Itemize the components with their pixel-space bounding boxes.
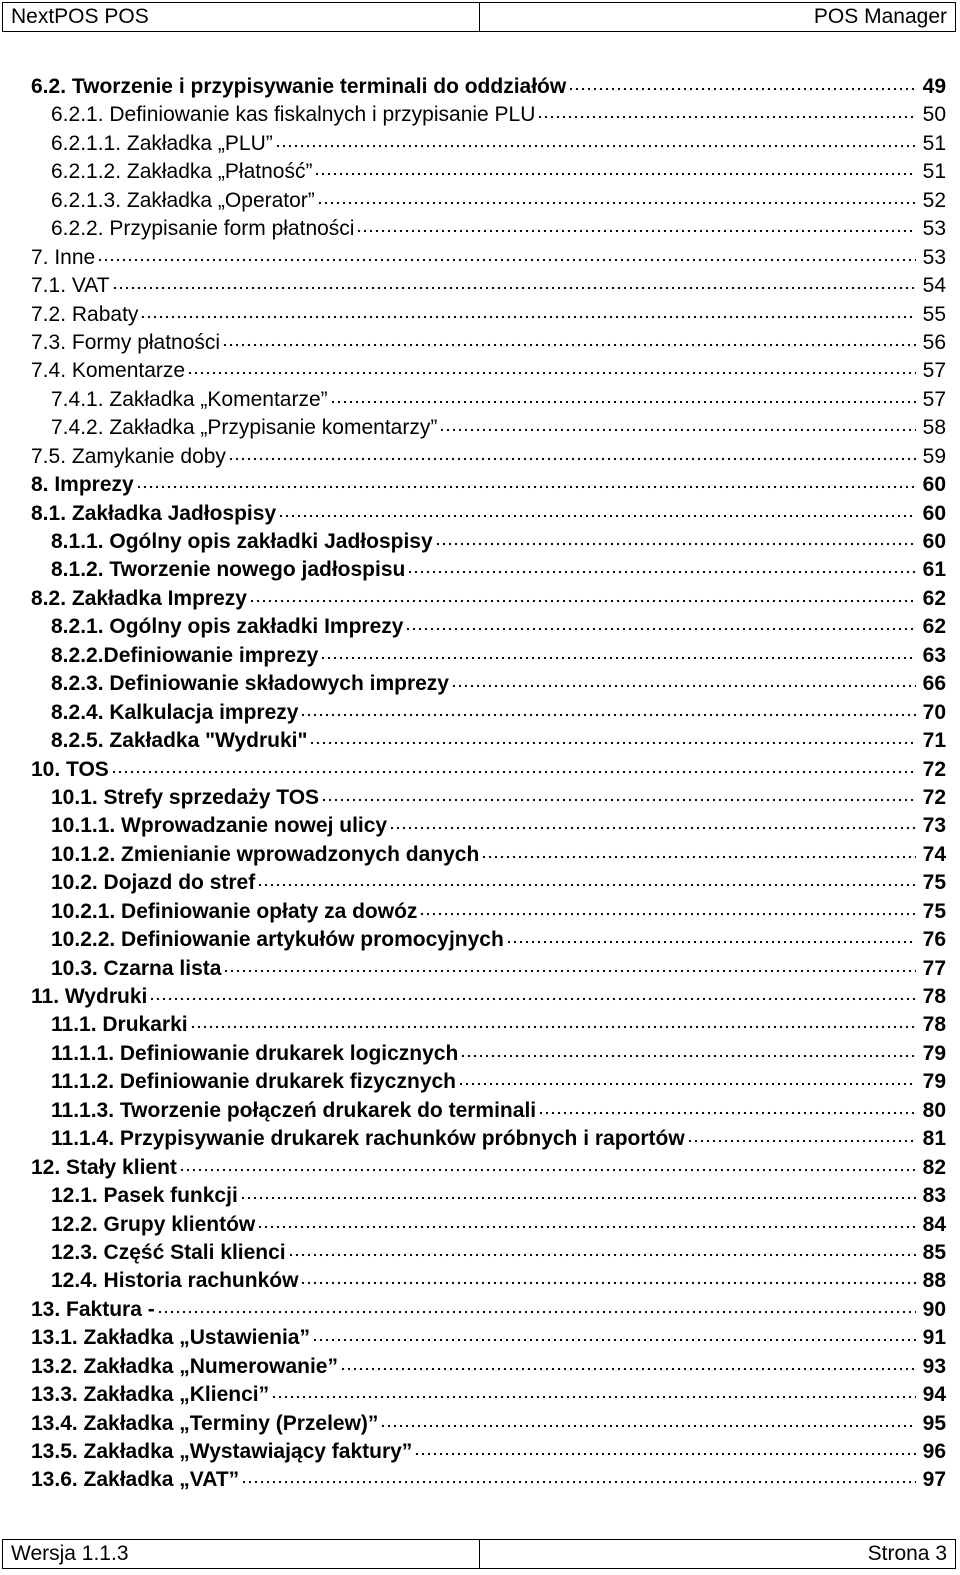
toc-dot-leader [149,983,916,1003]
toc-entry-page: 79 [922,1070,946,1094]
toc-entry[interactable] [31,1154,946,1182]
toc-entry[interactable] [31,1296,946,1324]
toc-entry-title: 12. Stały klient [31,1155,177,1179]
toc-entry-title: 12.4. Historia rachunków [51,1269,299,1293]
toc-entry-title: 13.3. Zakładka „Klienci” [31,1383,270,1407]
footer-page-number: Strona 3 [867,1542,947,1565]
toc-entry-title: 11.1.4. Przypisywanie drukarek rachunków próbnych i raportów [51,1127,685,1151]
toc-entry-title: 10.1. Strefy sprzedaży TOS [51,785,320,809]
toc-entry-title: 8.2.3. Definiowanie składowych imprezy [51,672,449,696]
toc-dot-leader [300,1267,916,1287]
header-product-name: NextPOS POS [3,3,480,31]
toc-dot-leader [278,500,916,520]
toc-entry-title: 13.5. Zakładka „Wystawiający faktury” [31,1440,413,1463]
toc-dot-leader [136,471,916,491]
toc-dot-leader [223,955,916,975]
toc-dot-leader [320,642,916,662]
toc-entry-page: 95 [922,1411,946,1435]
toc-entry-title: 10.2.2. Definiowanie artykułów promocyjnych [51,928,504,952]
toc-entry[interactable] [31,1211,946,1239]
toc-entry-title: 10.3. Czarna lista [51,956,222,980]
toc-dot-leader [157,1296,916,1316]
toc-entry-title: 7.4. Komentarze [31,359,186,383]
toc-entry-page: 78 [922,1013,946,1037]
toc-entry[interactable] [31,869,946,897]
toc-entry-page: 63 [922,643,946,667]
toc-entry-page: 83 [922,1184,946,1208]
toc-dot-leader [439,414,916,434]
toc-entry-title: 13.2. Zakładka „Numerowanie” [31,1354,338,1378]
footer-version: Wersja 1.1.3 [3,1540,480,1568]
toc-dot-leader [340,1353,916,1373]
toc-entry-page: 66 [922,672,946,696]
toc-dot-leader [460,1040,916,1060]
toc-dot-leader [222,329,916,349]
toc-entry-title: 8.1. Zakładka Jadłospisy [31,501,277,525]
toc-entry-title: 11.1.3. Tworzenie połączeń drukarek do terminali [51,1098,537,1122]
toc-entry[interactable] [31,73,946,101]
toc-entry[interactable] [31,1040,946,1068]
toc-entry-page: 96 [922,1440,946,1463]
toc-entry-page: 51 [922,160,946,184]
toc-entry-title: 8. Imprezy [31,473,134,497]
toc-entry-title: 6.2.1.2. Zakładka „Płatność” [51,160,313,184]
toc-entry-page: 50 [922,103,946,127]
toc-entry-page: 56 [922,330,946,354]
toc-entry-title: 7.4.2. Zakładka „Przypisanie komentarzy” [51,416,438,440]
toc-dot-leader [389,812,916,832]
toc-entry[interactable] [31,1353,946,1381]
toc-entry[interactable] [31,1410,946,1438]
toc-entry[interactable] [31,1068,946,1096]
toc-entry-page: 60 [922,530,946,553]
toc-dot-leader [257,869,916,889]
header-module-name: POS Manager [813,5,947,28]
toc-entry-page: 59 [922,444,946,468]
toc-entry-title: 10.1.1. Wprowadzanie nowej ulicy [51,814,388,838]
toc-entry-title: 6.2.2. Przypisanie form płatności [51,217,355,241]
toc-entry-title: 13.1. Zakładka „Ustawienia” [31,1326,310,1350]
toc-dot-leader [190,1011,916,1031]
toc-entry[interactable] [31,926,946,954]
toc-entry-title: 11.1. Drukarki [51,1013,188,1037]
toc-entry-page: 60 [922,473,946,497]
toc-entry[interactable] [31,187,946,215]
toc-entry-title: 7.3. Formy płatności [31,330,221,354]
toc-dot-leader [112,272,916,292]
toc-dot-leader [228,443,916,463]
toc-entry-page: 49 [922,75,946,98]
toc-entry[interactable] [31,756,946,784]
toc-entry[interactable] [31,244,946,272]
toc-dot-leader [309,727,916,747]
toc-dot-leader [568,73,916,93]
toc-entry-title: 10.2. Dojazd do stref [51,871,256,895]
toc-entry[interactable] [31,329,946,357]
toc-entry[interactable] [31,443,946,471]
toc-entry-title: 8.2.4. Kalkulacja imprezy [51,700,299,724]
toc-entry[interactable] [31,272,946,300]
toc-entry-page: 53 [922,217,946,241]
toc-entry[interactable] [31,130,946,158]
toc-entry-title: 11. Wydruki [31,985,148,1008]
toc-entry[interactable] [31,101,946,129]
toc-dot-leader [458,1068,916,1088]
toc-entry-title: 8.1.1. Ogólny opis zakładki Jadłospisy [51,530,433,553]
toc-entry[interactable] [31,1182,946,1210]
toc-entry-page: 72 [922,757,946,781]
toc-dot-leader [419,898,916,918]
toc-entry[interactable] [31,414,946,442]
toc-entry-page: 85 [922,1240,946,1264]
toc-dot-leader [187,357,916,377]
toc-entry[interactable] [31,812,946,840]
toc-dot-leader [451,670,916,690]
toc-entry-page: 74 [922,842,946,866]
toc-entry-page: 81 [922,1127,946,1151]
toc-entry-page: 62 [922,615,946,639]
toc-dot-leader [405,613,916,633]
table-of-contents [31,73,946,1495]
toc-entry[interactable] [31,585,946,613]
toc-entry-title: 6.2.1.3. Zakładka „Operator” [51,188,315,212]
toc-entry-page: 58 [922,416,946,440]
toc-entry-page: 57 [922,359,946,383]
page-footer [2,1539,956,1569]
toc-entry-page: 51 [922,131,946,155]
toc-entry[interactable] [31,1438,946,1466]
toc-dot-leader [97,244,916,264]
toc-entry-title: 7.4.1. Zakładka „Komentarze” [51,387,328,411]
toc-entry-page: 82 [922,1155,946,1179]
toc-entry-page: 72 [922,785,946,809]
toc-entry-title: 13.4. Zakładka „Terminy (Przelew)” [31,1411,379,1435]
toc-entry-page: 77 [922,956,946,980]
toc-entry-title: 7.5. Zamykanie doby [31,444,226,468]
toc-entry-title: 11.1.2. Definiowanie drukarek fizycznych [51,1070,456,1094]
toc-entry-title: 7.2. Rabaty [31,302,139,326]
toc-entry[interactable] [31,386,946,414]
toc-entry-title: 10.1.2. Zmienianie wprowadzonych danych [51,842,480,866]
toc-dot-leader [414,1438,916,1458]
toc-entry[interactable] [31,1324,946,1352]
toc-entry-page: 80 [922,1098,946,1122]
toc-entry[interactable] [31,500,946,528]
toc-entry-title: 8.2. Zakładka Imprezy [31,586,247,610]
toc-entry-title: 10.2.1. Definiowanie opłaty za dowóz [51,899,418,923]
toc-entry-title: 13.6. Zakładka „VAT” [31,1468,240,1492]
toc-entry-page: 61 [922,558,946,582]
toc-entry[interactable] [31,784,946,812]
toc-entry-page: 71 [922,729,946,753]
toc-entry-page: 75 [922,899,946,923]
toc-dot-leader [179,1154,916,1174]
toc-dot-leader [241,1466,916,1486]
toc-dot-leader [321,784,916,804]
toc-entry[interactable] [31,528,946,556]
toc-dot-leader [312,1324,916,1344]
toc-entry-page: 93 [922,1354,946,1378]
toc-entry[interactable] [31,983,946,1011]
toc-entry-title: 11.1.1. Definiowanie drukarek logicznych [51,1041,459,1065]
toc-entry[interactable] [31,727,946,755]
page-header [2,2,956,32]
toc-entry[interactable] [31,841,946,869]
toc-entry-page: 97 [922,1468,946,1492]
toc-dot-leader [240,1182,916,1202]
toc-entry-title: 8.2.5. Zakładka "Wydruki" [51,729,308,753]
toc-entry[interactable] [31,1097,946,1125]
toc-entry-title: 12.1. Pasek funkcji [51,1184,238,1208]
toc-entry-title: 8.2.2.Definiowanie imprezy [51,643,319,667]
toc-entry-page: 57 [922,387,946,411]
toc-dot-leader [481,841,916,861]
toc-entry-title: 6.2. Tworzenie i przypisywanie terminali do oddziałów [31,75,567,98]
toc-dot-leader [140,301,916,321]
toc-dot-leader [380,1410,916,1430]
toc-entry[interactable] [31,955,946,983]
toc-entry-page: 73 [922,814,946,838]
toc-entry-title: 7. Inne [31,245,96,269]
toc-entry[interactable] [31,898,946,926]
toc-dot-leader [271,1381,916,1401]
toc-dot-leader [300,699,916,719]
toc-entry[interactable] [31,1267,946,1295]
toc-entry-page: 78 [922,985,946,1008]
toc-entry-page: 54 [922,274,946,298]
toc-entry-title: 13. Faktura - [31,1297,155,1321]
toc-entry[interactable] [31,1125,946,1153]
toc-entry-page: 76 [922,928,946,952]
toc-dot-leader [407,556,916,576]
toc-entry-page: 62 [922,586,946,610]
toc-entry-page: 52 [922,188,946,212]
toc-entry-page: 90 [922,1297,946,1321]
toc-dot-leader [537,101,916,121]
toc-entry-title: 12.3. Część Stali klienci [51,1240,286,1264]
toc-entry-page: 88 [922,1269,946,1293]
toc-dot-leader [506,926,916,946]
toc-entry[interactable] [31,642,946,670]
toc-entry[interactable] [31,301,946,329]
toc-dot-leader [317,187,916,207]
toc-entry-title: 8.2.1. Ogólny opis zakładki Imprezy [51,615,404,639]
toc-entry-title: 12.2. Grupy klientów [51,1212,256,1236]
toc-dot-leader [275,130,916,150]
toc-entry[interactable] [31,670,946,698]
toc-entry-page: 70 [922,700,946,724]
toc-entry[interactable] [31,357,946,385]
toc-entry[interactable] [31,1011,946,1039]
toc-dot-leader [356,215,916,235]
toc-entry-title: 6.2.1.1. Zakładka „PLU” [51,131,273,155]
toc-entry-page: 55 [922,302,946,326]
toc-entry[interactable] [31,215,946,243]
toc-entry[interactable] [31,1466,946,1494]
toc-dot-leader [330,386,916,406]
toc-entry-page: 79 [922,1041,946,1065]
toc-entry[interactable] [31,1381,946,1409]
toc-entry-page: 53 [922,245,946,269]
toc-entry-page: 60 [922,501,946,525]
toc-entry-title: 6.2.1. Definiowanie kas fiskalnych i przypisanie PLU [51,103,536,127]
toc-entry-title: 8.1.2. Tworzenie nowego jadłospisu [51,558,406,582]
toc-entry-page: 91 [922,1326,946,1350]
toc-dot-leader [538,1097,916,1117]
toc-entry[interactable] [31,471,946,499]
toc-dot-leader [314,158,916,178]
toc-entry-page: 75 [922,871,946,895]
toc-entry-page: 84 [922,1212,946,1236]
toc-entry[interactable] [31,158,946,186]
toc-dot-leader [257,1211,916,1231]
toc-dot-leader [249,585,916,605]
toc-dot-leader [687,1125,916,1145]
toc-dot-leader [111,756,916,776]
toc-entry-page: 94 [922,1383,946,1407]
toc-entry-title: 10. TOS [31,757,109,781]
toc-entry[interactable] [31,699,946,727]
toc-entry-title: 7.1. VAT [31,274,110,298]
toc-dot-leader [288,1239,916,1259]
toc-dot-leader [435,528,916,548]
toc-entry[interactable] [31,1239,946,1267]
toc-entry[interactable] [31,556,946,584]
toc-entry[interactable] [31,613,946,641]
